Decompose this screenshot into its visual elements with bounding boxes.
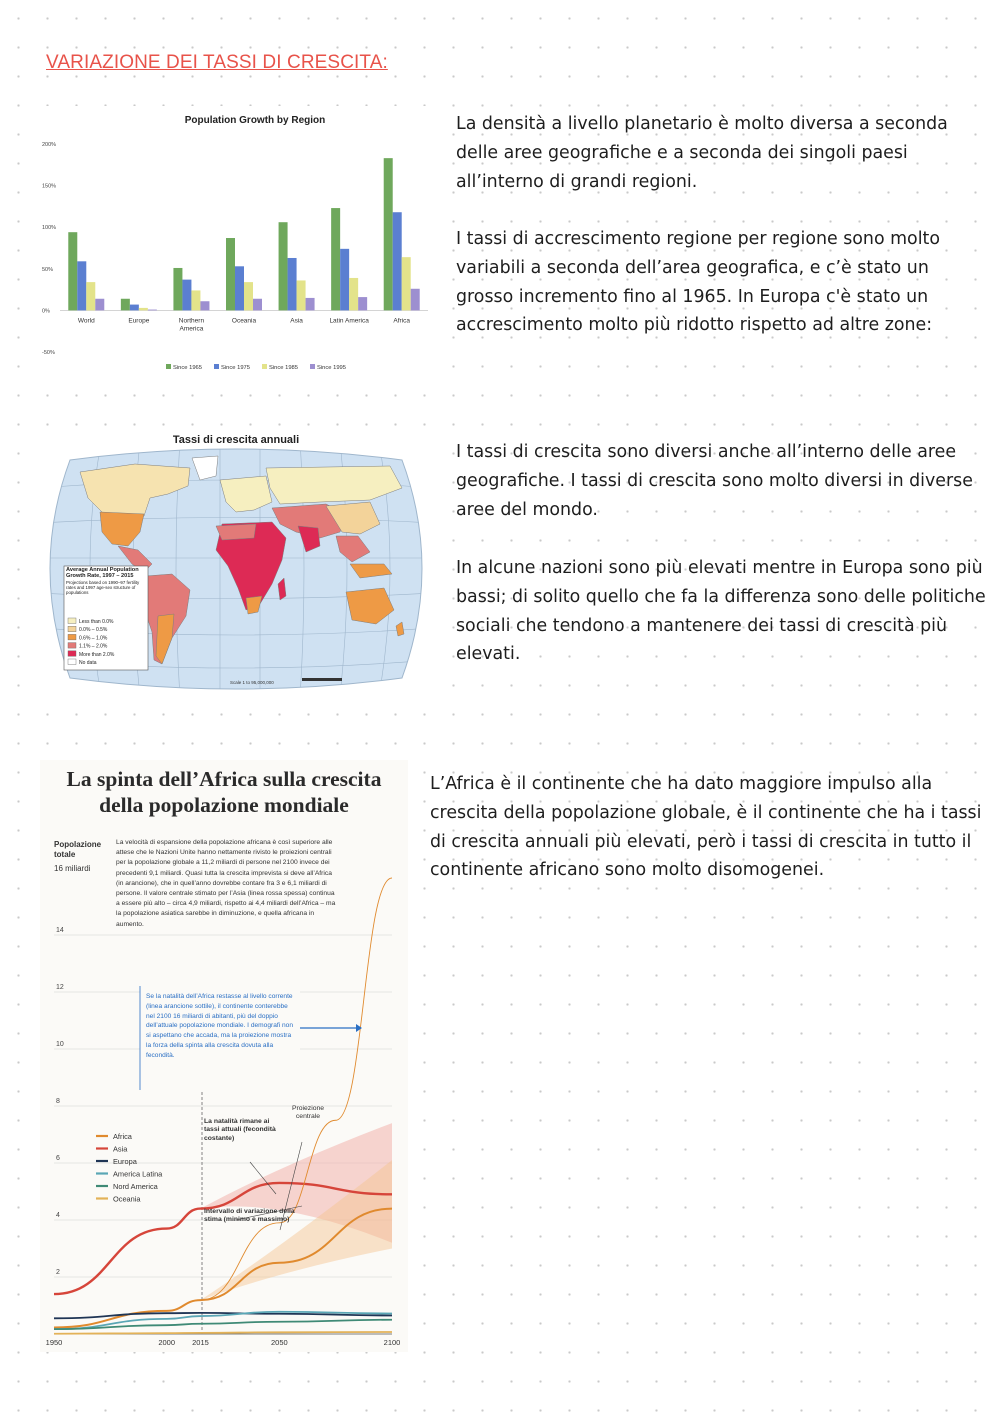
map-legend-label: No data — [79, 660, 97, 666]
bar-ytick-label: 0% — [42, 308, 50, 315]
line-ytick-label: 14 — [56, 927, 64, 934]
bar — [253, 299, 262, 311]
bar-legend-label: Since 1965 — [173, 365, 203, 371]
bar-legend-swatch — [214, 364, 219, 369]
line-ytick-label: 2 — [56, 1269, 60, 1276]
map-legend-note: Projections based on 1990–97 fertility rates and 1997 age-sex structure of populations — [66, 579, 140, 595]
series-line — [54, 1332, 392, 1334]
map-legend-label: 1.1% – 2.0% — [79, 643, 108, 650]
line-xtick-label: 2000 — [158, 1338, 176, 1347]
bar — [384, 158, 393, 310]
bar-legend-swatch — [310, 364, 315, 369]
bar — [121, 299, 130, 311]
bar-legend-label: Since 1975 — [221, 365, 251, 371]
bar-category-label: Asia — [290, 317, 303, 325]
map-legend-swatch — [68, 643, 76, 649]
bar-ytick-label: -50% — [42, 350, 55, 356]
bar-ytick-label: 150% — [42, 183, 57, 190]
annotation-central: Proiezione centrale — [291, 1105, 325, 1121]
line-xtick-label: 2100 — [383, 1338, 401, 1347]
map-legend-label: Less than 0.0% — [79, 619, 114, 625]
bar — [402, 257, 411, 310]
bar-category-label: Oceania — [231, 317, 257, 325]
bar — [191, 290, 200, 310]
map-title: Tassi di crescita annuali — [172, 434, 300, 446]
callout-text: Se la natalità dell’Africa restasse al livello corrente (linea arancione sottile), il continente conterebbe nel 2100 16 miliardi di abitanti, più del doppio dell’attuale popolazione mondiale. I demografi non si aspettano che accada, ma la proiezione mostra la forza della spinta alla crescita dovuta alla fecondità. — [146, 993, 293, 1059]
map-legend-swatch — [68, 634, 76, 640]
bar-category-label: Northern — [178, 317, 205, 325]
map-legend-label: More than 2.0% — [79, 651, 115, 658]
map-legend-title: Average Annual Population Growth Rate, 1997 – 2015 — [66, 567, 139, 580]
bar-legend-label: Since 1995 — [317, 365, 347, 371]
annotation-interval: Intervallo di variazione della stima (minimo e massimo) — [204, 1208, 295, 1224]
bar-category-label: Latin America — [329, 317, 369, 325]
bar — [235, 266, 244, 310]
bar — [173, 268, 182, 310]
bar-category-label: Africa — [393, 317, 411, 325]
bar — [68, 232, 77, 310]
line-xtick-label: 2050 — [270, 1338, 288, 1347]
bar-legend-swatch — [262, 364, 267, 369]
line-ytick-label: 12 — [56, 984, 64, 991]
bar — [86, 282, 95, 310]
bar-category-label: America — [179, 325, 204, 333]
annotation-constant: La natalità rimane ai tassi attuali (fecondità costante) — [204, 1118, 276, 1142]
bar — [279, 222, 288, 310]
map-legend-swatch — [68, 651, 76, 657]
bar-chart-title: Population Growth by Region — [184, 115, 326, 126]
map-legend-label: 0.0% – 0.5% — [79, 627, 108, 634]
bar — [331, 208, 340, 310]
bar — [358, 297, 367, 310]
bar-ytick-label: 50% — [42, 266, 54, 273]
bar-category-label: Europe — [128, 317, 150, 325]
africa-chart-ylabel: Popolazione totale — [54, 840, 102, 859]
map-legend-swatch — [68, 626, 76, 632]
paragraph-2: I tassi di accrescimento regione per regione sono molto variabili a seconda dell’area geografica, e c’è stato un grosso incremento fino al 1965. In Europa c'è stato un accrescimento molto più ridotto rispetto ad altre zone: — [456, 229, 940, 336]
line-legend-label: Oceania — [113, 1194, 141, 1204]
line-xtick-label: 1950 — [45, 1338, 63, 1347]
africa-chart-ytop: 16 miliardi — [54, 864, 91, 873]
line-ytick-label: 10 — [56, 1041, 64, 1048]
line-ytick-label: 4 — [56, 1212, 60, 1219]
paragraph-5: L’Africa è il continente che ha dato maggiore impulso alla crescita della popolazione globale, è il continente che ha i tassi di crescita annuali più elevati, però i tassi di crescita in tutto il continente africano sono molto disomogenei. — [430, 774, 982, 881]
line-legend-label: Africa — [113, 1132, 132, 1141]
map-legend-swatch — [68, 618, 76, 624]
bar — [226, 238, 235, 310]
paragraph-4: In alcune nazioni sono più elevati mentre in Europa sono più bassi; di solito quello che fa la differenza sono delle politiche sociali che tendono a mantenere dei tassi di crescità più elevati. — [456, 558, 986, 665]
line-legend-label: Asia — [113, 1144, 128, 1154]
africa-chart-intro: La velocità di espansione della popolazione africana è così superiore alle attese che le Nazioni Unite hanno nettamente rivisto le proiezioni centrali per la popolazione globale a 11,2 miliardi di persone nel 2100 invece dei precedenti 9,1 miliardi. Quasi tutta la crescita imprevista si deve all’Africa (in arancione), che in quell’anno dovrebbe contare fra 3 e 6,1 miliardi di persone. Il valore centrale stimato per l’Asia (linea rossa spessa) continua a essere più alto – circa 4,9 miliardi, rispetto ai 4,4 miliardi dell’Africa – ma la popolazione asiatica sarebbe in diminuzione, e quella africana in aumento. — [116, 839, 336, 928]
bar — [77, 261, 86, 310]
bar — [306, 298, 315, 310]
paragraph-1: La densità a livello planetario è molto diversa a seconda delle aree geografiche e a seconda dei singoli paesi all’interno di grandi regioni. — [456, 114, 948, 192]
bar — [182, 280, 191, 311]
map-legend-swatch — [68, 659, 76, 665]
bar — [288, 258, 297, 310]
bar — [297, 280, 306, 310]
bar-category-label: World — [77, 317, 95, 325]
line-ytick-label: 6 — [56, 1155, 60, 1162]
bar — [244, 282, 253, 310]
bar-ytick-label: 200% — [42, 142, 57, 148]
bar — [393, 212, 402, 310]
bar — [340, 249, 349, 311]
bar-legend-label: Since 1985 — [269, 365, 299, 371]
population-growth-chart — [40, 106, 432, 378]
bar — [130, 305, 139, 311]
line-xtick-label: 2015 — [192, 1338, 209, 1347]
line-legend-label: Nord America — [113, 1182, 158, 1191]
africa-chart-title: La spinta dell’Africa sulla crescita della popolazione mondiale — [66, 767, 382, 817]
line-legend-label: Europa — [113, 1157, 137, 1166]
paragraph-3: I tassi di crescita sono diversi anche all’interno delle aree geografiche. I tassi di crescita sono molto diversi in diverse aree del mondo. — [456, 442, 973, 520]
map-svg — [40, 428, 432, 690]
bar-legend-swatch — [166, 364, 171, 369]
africa-population-chart — [40, 760, 408, 1352]
map-scale-bar — [302, 678, 342, 681]
map-legend — [64, 566, 148, 670]
line-legend-label: America Latina — [113, 1169, 163, 1179]
bar — [148, 310, 157, 311]
map-scale-label: Scale 1 to 95,000,000 — [230, 680, 274, 685]
map-legend-label: 0.6% – 1.0% — [79, 635, 108, 642]
bar — [349, 278, 358, 310]
bar-chart-svg — [40, 106, 432, 378]
bar — [95, 299, 104, 311]
bar — [139, 308, 148, 310]
bar-ytick-label: 100% — [42, 225, 57, 232]
bar — [411, 289, 420, 311]
growth-rate-map — [40, 428, 432, 690]
line-ytick-label: 8 — [56, 1098, 60, 1105]
bar — [200, 301, 209, 310]
page-heading: VARIAZIONE DEI TASSI DI CRESCITA: — [46, 52, 388, 73]
